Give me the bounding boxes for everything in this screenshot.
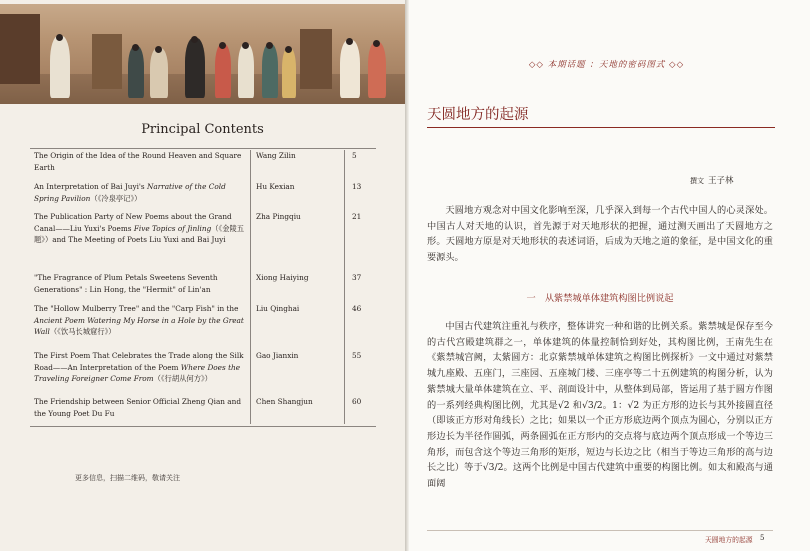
toc-entry-title: The Publication Party of New Poems about the Grand Canal——Liu Yuxi's Poems Five Topics of Jinling（《金陵五题》）and The Meeting of Poets Liu Yuxi and Bai Juyi (34, 212, 245, 245)
toc-entry-author: Wang Zilin (256, 151, 296, 160)
qr-note: 更多信息，扫描二维码，敬请关注 (75, 474, 180, 482)
toc-entry-page: 37 (352, 273, 362, 282)
byline (690, 174, 734, 186)
toc-entry-title: The Friendship between Senior Official Zheng Qian and the Young Poet Du Fu (34, 397, 242, 418)
title-rule (427, 127, 775, 128)
toc-entry-title: The "Hollow Mulberry Tree" and the "Carp Fish" in the Ancient Poem Watering My Horse in a Hole by the Great Wall（《饮马长城窟行》） (34, 304, 244, 337)
toc-entry-author: Gao Jianxin (256, 351, 299, 360)
intro-paragraph: 天圆地方观念对中国文化影响至深，几乎深入到每一个古代中国人的心灵深处。中国古人对天地的认识，首先源于对天地形状的把握，通过测天画出了天圆地方之形。天圆地方原是对天地形状的表述词语，后成为天地之道的象征，是中国文化的重要源头。 (427, 205, 773, 264)
footer-rule (427, 530, 773, 531)
running-head: 天圆地方的起源 (705, 536, 753, 544)
body-paragraph: 中国古代建筑注重礼与秩序，整体讲究一种和谐的比例关系。紫禁城是保存至今的古代宫殿建筑群之一，单体建筑的体量控制恰到好处，其构图比例，王南先生在《紫禁城宫阙，太紫圆方：北京紫禁城单体建筑之构图比例探析》一文中通过对紫禁城九座殿、五座门，三座园、五座城门楼、三座亭等二十五例建筑的构图分析，认为紫禁城大量单体建筑在立、平、剖面设计中，从整体到局部，皆运用了基于圆方作图的一系列经典构图比例，尤其是√2 和√3/2。1：√2 为正方形的边长与其外接圆直径（即该正方形对角线长）之比；如果以一个正方形底边两个顶点为圆心，分别以正方形边长为半径作圆弧，两条圆弧在正方形内的交点将与底边两个顶点形成一个等边三角形，而包含这个等边三角形的矩形，短边与长边之比（相当于等边三角形的高与边长之比）等于√3/2。这两个比例是中国古代建筑中重要的构图比例。如太和殿高与通面阔 (427, 321, 773, 490)
toc-entry-author: Zha Pingqiu (256, 212, 301, 221)
series-label: ◇◇ 本期话题 ：天地的密码图式 ◇◇ (528, 60, 685, 70)
painting-banner (0, 4, 405, 104)
toc-entry-page: 55 (352, 351, 362, 360)
toc-entry-author: Chen Shangjun (256, 397, 313, 406)
page-number: 5 (760, 534, 765, 542)
contents-title: Principal Contents (141, 122, 264, 137)
toc-entry-title: The Origin of the Idea of the Round Heaven and Square Earth (34, 151, 242, 172)
toc-entry-page: 21 (352, 212, 362, 221)
toc-top-rule (30, 148, 376, 149)
toc-entry-page: 46 (352, 304, 362, 313)
toc-entry-author: Xiong Haiying (256, 273, 309, 282)
toc-divider-author (250, 150, 251, 424)
toc-entry-page: 5 (352, 151, 357, 160)
toc-entry-title: The First Poem That Celebrates the Trade along the Silk Road——An Interpretation of the Poem Where Does the Traveling Foreigner Come From（《行胡从何方》） (34, 351, 244, 384)
toc-entry-author: Hu Kexian (256, 182, 295, 191)
toc-bottom-rule (30, 426, 376, 427)
toc-entry-page: 13 (352, 182, 362, 191)
byline-label: 撰文 (690, 177, 704, 185)
toc-entry-title: "The Fragrance of Plum Petals Sweetens Seventh Generations" : Lin Hong, the "Hermit" of Lin'an (34, 273, 218, 294)
toc-entry-author: Liu Qinghai (256, 304, 300, 313)
toc-entry-page: 60 (352, 397, 362, 406)
section-heading: 一 从紫禁城单体建筑构图比例说起 (526, 293, 674, 304)
article-title: 天圆地方的起源 (427, 107, 529, 123)
author-name: 王子林 (708, 176, 734, 186)
toc-entry-title: An Interpretation of Bai Juyi's Narrative of the Cold Spring Pavilion（《冷泉亭记》） (34, 182, 226, 203)
